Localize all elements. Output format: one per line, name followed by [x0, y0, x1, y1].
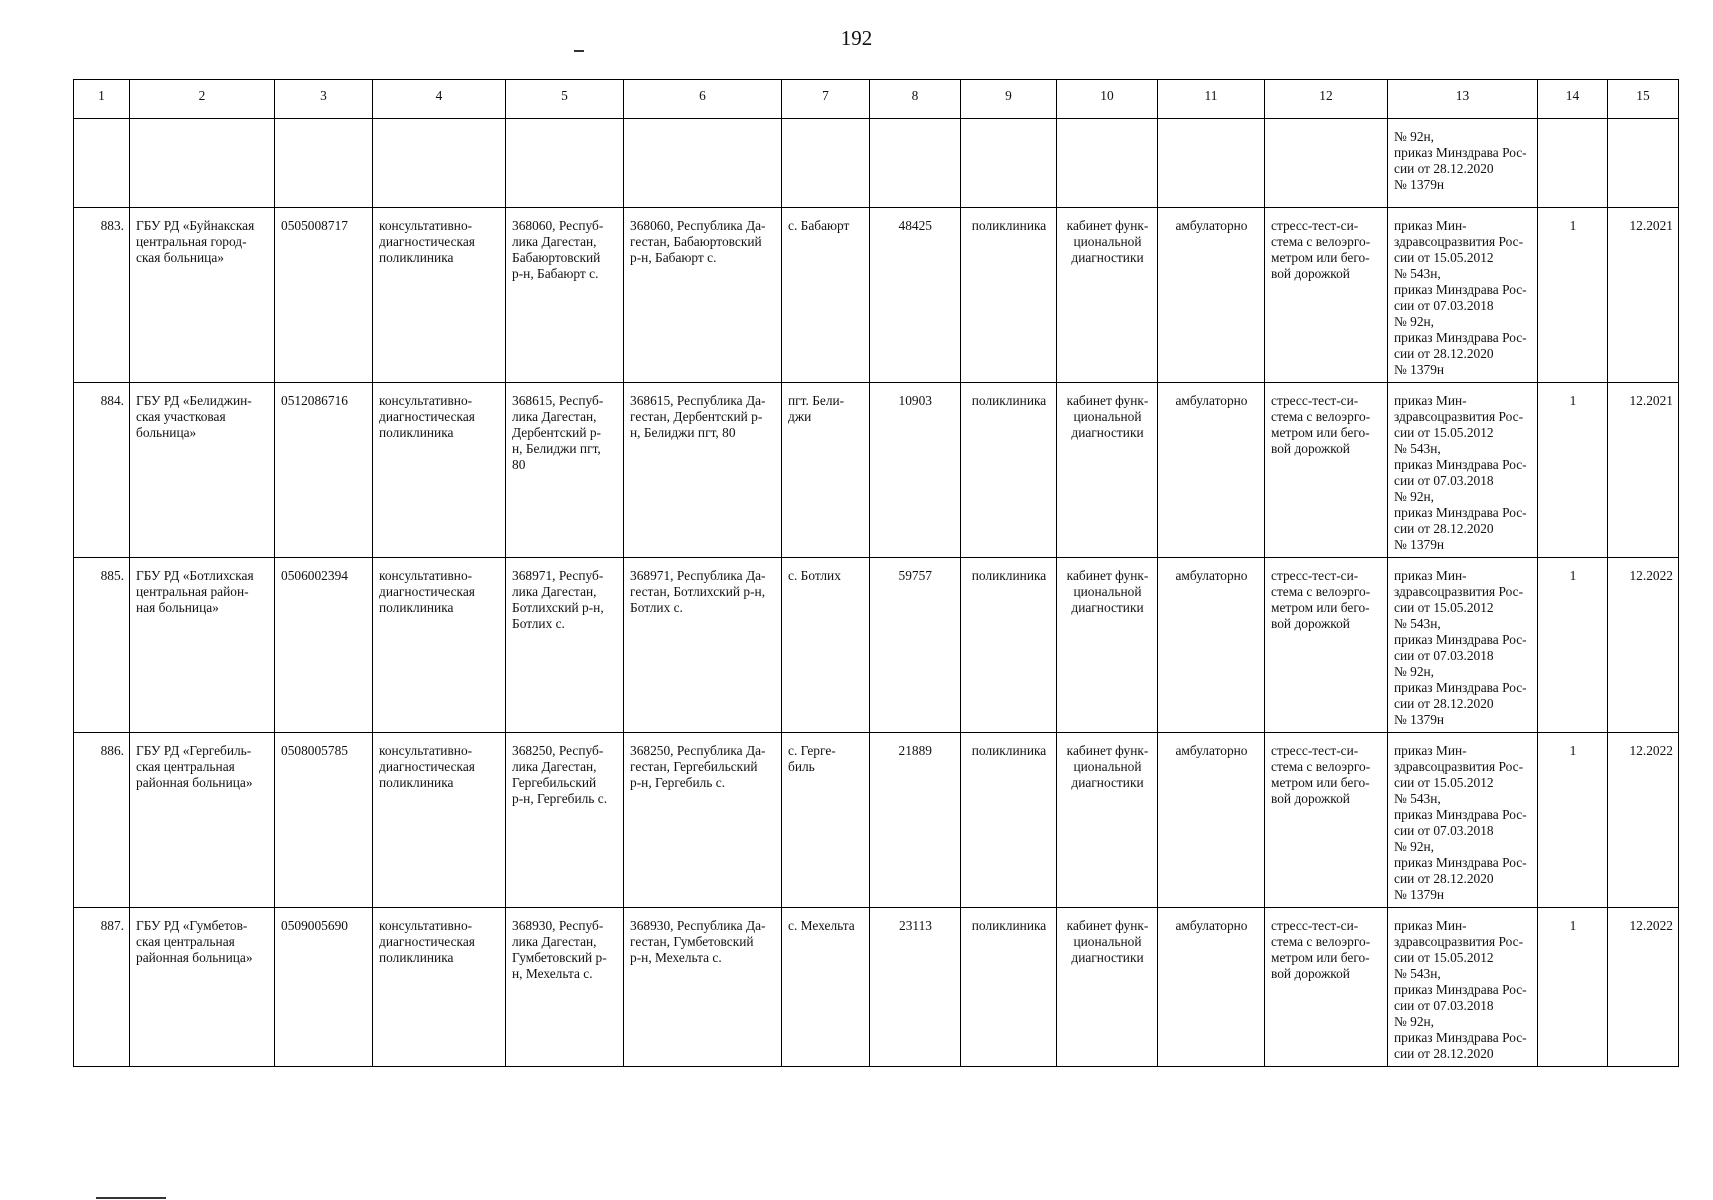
text-line: сии от 07.03.2018 — [1394, 648, 1494, 663]
equipment — [1265, 908, 1388, 1067]
text-line: 368615, Респуб- — [512, 393, 604, 408]
care-mode: амбулаторно — [1158, 733, 1265, 908]
table-row — [74, 208, 1679, 383]
row-number: 885. — [74, 558, 130, 733]
text-line: приказ Минздрава Рос- — [1394, 505, 1527, 520]
text-line: р-н, Мехельта с. — [630, 950, 722, 965]
actual-address — [624, 733, 782, 908]
text-line: метром или бего- — [1271, 775, 1370, 790]
row-number: 884. — [74, 383, 130, 558]
text-line: поликлиника — [379, 775, 454, 790]
page-number: 192 — [840, 26, 873, 50]
text-line: диагностическая — [379, 409, 475, 424]
empty-cell — [506, 119, 624, 208]
text-line: метром или бего- — [1271, 425, 1370, 440]
text-line: циональной — [1073, 759, 1142, 774]
text-line: 368971, Республика Да- — [630, 568, 766, 583]
text-line: диагностическая — [379, 234, 475, 249]
text-line: сии от 07.03.2018 — [1394, 473, 1494, 488]
text-line: приказ Минздрава Рос- — [1394, 1030, 1527, 1045]
actual-address — [624, 558, 782, 733]
text-line: н, Белиджи пгт, 80 — [630, 425, 736, 440]
text-line: н, Белиджи пгт, — [512, 441, 601, 456]
text-line: ГБУ РД «Буйнакская — [136, 218, 255, 233]
text-line: 368250, Республика Да- — [630, 743, 766, 758]
text-line: лика Дагестан, — [512, 234, 597, 249]
text-line: лика Дагестан, — [512, 584, 597, 599]
text-line: метром или бего- — [1271, 950, 1370, 965]
text-line: стресс-тест-си- — [1271, 743, 1359, 758]
text-line: кабинет функ- — [1066, 218, 1149, 233]
text-line: № 543н, — [1394, 441, 1441, 456]
text-line: здравсоцразвития Рос- — [1394, 584, 1524, 599]
scan-mark — [574, 50, 584, 52]
text-line: стема с велоэрго- — [1271, 234, 1371, 249]
locality — [782, 558, 870, 733]
column-header: 9 — [961, 80, 1057, 119]
facility-type: поликлиника — [961, 908, 1057, 1067]
text-line: № 92н, — [1394, 489, 1435, 504]
text-line: консультативно- — [379, 568, 473, 583]
column-header: 5 — [506, 80, 624, 119]
text-line: сии от 28.12.2020 — [1394, 161, 1494, 176]
row-number: 887. — [74, 908, 130, 1067]
legal-basis — [1388, 208, 1538, 383]
text-line: 368250, Респуб- — [512, 743, 604, 758]
empty-cell — [275, 119, 373, 208]
text-line: вой дорожкой — [1271, 966, 1350, 981]
legal-basis — [1388, 383, 1538, 558]
text-line: метром или бего- — [1271, 600, 1370, 615]
text-line: 368930, Республика Да- — [630, 918, 766, 933]
text-line: с. Герге- — [788, 743, 836, 758]
column-header: 6 — [624, 80, 782, 119]
text-line: сии от 07.03.2018 — [1394, 823, 1494, 838]
text-line: центральная город- — [136, 234, 247, 249]
text-line: р-н, Бабаюрт с. — [512, 266, 599, 281]
text-line: вой дорожкой — [1271, 616, 1350, 631]
text-line: ная больница» — [136, 600, 219, 615]
text-line: Ботлих с. — [512, 616, 565, 631]
text-line: гестан, Гергебильский — [630, 759, 758, 774]
text-line: гестан, Гумбетовский — [630, 934, 754, 949]
text-line: кабинет функ- — [1066, 568, 1149, 583]
text-line: № 92н, — [1394, 314, 1435, 329]
text-line: здравсоцразвития Рос- — [1394, 934, 1524, 949]
room-name — [1057, 208, 1158, 383]
quantity: 1 — [1538, 558, 1608, 733]
text-line: Дербентский р- — [512, 425, 601, 440]
unit-kind — [373, 908, 506, 1067]
column-header: 11 — [1158, 80, 1265, 119]
text-line: приказ Минздрава Рос- — [1394, 457, 1527, 472]
text-line: сии от 28.12.2020 — [1394, 696, 1494, 711]
text-line: стема с велоэрго- — [1271, 409, 1371, 424]
text-line: р-н, Гергебиль с. — [630, 775, 726, 790]
organization-name — [130, 383, 275, 558]
text-line: сии от 28.12.2020 — [1394, 346, 1494, 361]
text-line: стресс-тест-си- — [1271, 218, 1359, 233]
text-line: ГБУ РД «Гумбетов- — [136, 918, 248, 933]
text-line: ГБУ РД «Гергебиль- — [136, 743, 252, 758]
column-header: 3 — [275, 80, 373, 119]
room-name — [1057, 558, 1158, 733]
quantity: 1 — [1538, 208, 1608, 383]
empty-cell — [870, 119, 961, 208]
text-line: № 1379н — [1394, 177, 1445, 192]
row-number: 886. — [74, 733, 130, 908]
text-line: № 543н, — [1394, 966, 1441, 981]
locality — [782, 383, 870, 558]
actual-address — [624, 383, 782, 558]
quantity: 1 — [1538, 383, 1608, 558]
text-line: диагностики — [1071, 600, 1144, 615]
empty-cell — [961, 119, 1057, 208]
inn-code: 0508005785 — [275, 733, 373, 908]
text-line: 368060, Республика Да- — [630, 218, 766, 233]
unit-kind — [373, 558, 506, 733]
care-mode: амбулаторно — [1158, 908, 1265, 1067]
legal-address — [506, 733, 624, 908]
population: 59757 — [870, 558, 961, 733]
column-header: 7 — [782, 80, 870, 119]
text-line: ГБУ РД «Ботлихская — [136, 568, 254, 583]
text-line: лика Дагестан, — [512, 409, 597, 424]
text-line: 368971, Респуб- — [512, 568, 604, 583]
text-line: Гумбетовский р- — [512, 950, 607, 965]
column-header: 13 — [1388, 80, 1538, 119]
text-line: приказ Мин- — [1394, 743, 1467, 758]
text-line: здравсоцразвития Рос- — [1394, 409, 1524, 424]
text-line: стресс-тест-си- — [1271, 393, 1359, 408]
text-line: здравсоцразвития Рос- — [1394, 234, 1524, 249]
column-header: 10 — [1057, 80, 1158, 119]
text-line: № 1379н — [1394, 887, 1445, 902]
text-line: № 1379н — [1394, 537, 1445, 552]
legal-address — [506, 908, 624, 1067]
empty-cell — [1265, 119, 1388, 208]
text-line: ская центральная — [136, 759, 235, 774]
text-line: р-н, Бабаюрт с. — [630, 250, 717, 265]
organization-name — [130, 908, 275, 1067]
text-line: сии от 07.03.2018 — [1394, 998, 1494, 1013]
text-line: биль — [788, 759, 815, 774]
text-line: кабинет функ- — [1066, 918, 1149, 933]
text-line: вой дорожкой — [1271, 266, 1350, 281]
text-line: стема с велоэрго- — [1271, 584, 1371, 599]
text-line: сии от 15.05.2012 — [1394, 425, 1494, 440]
scan-mark — [96, 1197, 166, 1199]
text-line: приказ Минздрава Рос- — [1394, 145, 1527, 160]
text-line: диагностики — [1071, 950, 1144, 965]
empty-cell — [782, 119, 870, 208]
text-line: диагностики — [1071, 775, 1144, 790]
text-line: 368930, Респуб- — [512, 918, 604, 933]
inn-code: 0512086716 — [275, 383, 373, 558]
text-line: № 543н, — [1394, 791, 1441, 806]
legal-basis — [1388, 558, 1538, 733]
organization-name — [130, 733, 275, 908]
text-line: ГБУ РД «Белиджин- — [136, 393, 252, 408]
text-line: с. Бабаюрт — [788, 218, 850, 233]
text-line: приказ Мин- — [1394, 393, 1467, 408]
population: 10903 — [870, 383, 961, 558]
column-header: 14 — [1538, 80, 1608, 119]
locality — [782, 733, 870, 908]
text-line: консультативно- — [379, 393, 473, 408]
legal-address — [506, 383, 624, 558]
target-date: 12.2021 — [1608, 208, 1679, 383]
text-line: 368615, Республика Да- — [630, 393, 766, 408]
text-line: № 92н, — [1394, 839, 1435, 854]
text-line: 368060, Респуб- — [512, 218, 604, 233]
text-line: приказ Минздрава Рос- — [1394, 855, 1527, 870]
facility-type: поликлиника — [961, 208, 1057, 383]
empty-cell — [1608, 119, 1679, 208]
text-line: сии от 28.12.2020 — [1394, 1046, 1494, 1061]
text-line: № 543н, — [1394, 266, 1441, 281]
equipment — [1265, 383, 1388, 558]
text-line: циональной — [1073, 584, 1142, 599]
text-line: № 543н, — [1394, 616, 1441, 631]
text-line: ская больница» — [136, 250, 224, 265]
inn-code: 0506002394 — [275, 558, 373, 733]
text-line: Ботлихский р-н, — [512, 600, 604, 615]
text-line: стресс-тест-си- — [1271, 568, 1359, 583]
text-line: приказ Минздрава Рос- — [1394, 282, 1527, 297]
room-name — [1057, 383, 1158, 558]
text-line: сии от 15.05.2012 — [1394, 950, 1494, 965]
text-line: пгт. Бели- — [788, 393, 845, 408]
locality — [782, 908, 870, 1067]
text-line: консультативно- — [379, 918, 473, 933]
empty-cell — [373, 119, 506, 208]
text-line: с. Ботлих — [788, 568, 841, 583]
text-line: поликлиника — [379, 600, 454, 615]
care-mode: амбулаторно — [1158, 208, 1265, 383]
target-date: 12.2021 — [1608, 383, 1679, 558]
text-line: гестан, Дербентский р- — [630, 409, 763, 424]
table-row — [74, 383, 1679, 558]
text-line: лика Дагестан, — [512, 759, 597, 774]
target-date: 12.2022 — [1608, 908, 1679, 1067]
row-number: 883. — [74, 208, 130, 383]
text-line: приказ Минздрава Рос- — [1394, 680, 1527, 695]
facility-type: поликлиника — [961, 558, 1057, 733]
text-line: с. Мехельта — [788, 918, 855, 933]
text-line: ская центральная — [136, 934, 235, 949]
unit-kind — [373, 208, 506, 383]
legal-address — [506, 558, 624, 733]
text-line: приказ Минздрава Рос- — [1394, 982, 1527, 997]
text-line: диагностическая — [379, 584, 475, 599]
actual-address — [624, 908, 782, 1067]
column-header: 12 — [1265, 80, 1388, 119]
text-line: Ботлих с. — [630, 600, 683, 615]
column-header: 8 — [870, 80, 961, 119]
target-date: 12.2022 — [1608, 733, 1679, 908]
legal-basis — [1388, 733, 1538, 908]
text-line: гестан, Бабаюртовский — [630, 234, 762, 249]
empty-cell — [1057, 119, 1158, 208]
text-line: приказ Минздрава Рос- — [1394, 330, 1527, 345]
unit-kind — [373, 733, 506, 908]
continuation-legal-basis — [1388, 119, 1538, 208]
text-line: консультативно- — [379, 743, 473, 758]
actual-address — [624, 208, 782, 383]
text-line: циональной — [1073, 234, 1142, 249]
text-line: сии от 15.05.2012 — [1394, 775, 1494, 790]
column-number-row — [74, 80, 1679, 119]
text-line: поликлиника — [379, 950, 454, 965]
empty-cell — [624, 119, 782, 208]
text-line: лика Дагестан, — [512, 934, 597, 949]
text-line: № 92н, — [1394, 1014, 1435, 1029]
population: 48425 — [870, 208, 961, 383]
text-line: № 92н, — [1394, 664, 1435, 679]
continuation-row — [74, 119, 1679, 208]
quantity: 1 — [1538, 908, 1608, 1067]
equipment — [1265, 733, 1388, 908]
text-line: диагностики — [1071, 425, 1144, 440]
text-line: р-н, Гергебиль с. — [512, 791, 608, 806]
text-line: приказ Минздрава Рос- — [1394, 807, 1527, 822]
empty-cell — [74, 119, 130, 208]
text-line: Бабаюртовский — [512, 250, 601, 265]
text-line: стресс-тест-си- — [1271, 918, 1359, 933]
table-row — [74, 558, 1679, 733]
facility-type: поликлиника — [961, 383, 1057, 558]
text-line: № 1379н — [1394, 362, 1445, 377]
text-line: стема с велоэрго- — [1271, 934, 1371, 949]
text-line: циональной — [1073, 409, 1142, 424]
text-line: приказ Мин- — [1394, 568, 1467, 583]
organization-name — [130, 208, 275, 383]
legal-address — [506, 208, 624, 383]
text-line: № 1379н — [1394, 712, 1445, 727]
equipment — [1265, 208, 1388, 383]
column-header: 2 — [130, 80, 275, 119]
legal-basis — [1388, 908, 1538, 1067]
text-line: районная больница» — [136, 775, 253, 790]
population: 21889 — [870, 733, 961, 908]
text-line: № 92н, — [1394, 129, 1435, 144]
text-line: приказ Минздрава Рос- — [1394, 632, 1527, 647]
text-line: диагностическая — [379, 934, 475, 949]
text-line: сии от 15.05.2012 — [1394, 250, 1494, 265]
text-line: сии от 07.03.2018 — [1394, 298, 1494, 313]
unit-kind — [373, 383, 506, 558]
text-line: сии от 15.05.2012 — [1394, 600, 1494, 615]
text-line: здравсоцразвития Рос- — [1394, 759, 1524, 774]
target-date: 12.2022 — [1608, 558, 1679, 733]
text-line: кабинет функ- — [1066, 393, 1149, 408]
column-header: 1 — [74, 80, 130, 119]
text-line: метром или бего- — [1271, 250, 1370, 265]
empty-cell — [1538, 119, 1608, 208]
text-line: диагностическая — [379, 759, 475, 774]
text-line: районная больница» — [136, 950, 253, 965]
text-line: поликлиника — [379, 250, 454, 265]
column-header: 15 — [1608, 80, 1679, 119]
empty-cell — [130, 119, 275, 208]
text-line: джи — [788, 409, 812, 424]
text-line: кабинет функ- — [1066, 743, 1149, 758]
room-name — [1057, 908, 1158, 1067]
equipment — [1265, 558, 1388, 733]
population: 23113 — [870, 908, 961, 1067]
inn-code: 0509005690 — [275, 908, 373, 1067]
organization-name — [130, 558, 275, 733]
text-line: ская участковая — [136, 409, 226, 424]
facility-type: поликлиника — [961, 733, 1057, 908]
text-line: сии от 28.12.2020 — [1394, 521, 1494, 536]
text-line: 80 — [512, 457, 526, 472]
text-line: стема с велоэрго- — [1271, 759, 1371, 774]
text-line: вой дорожкой — [1271, 441, 1350, 456]
registry-table — [73, 79, 1679, 1067]
room-name — [1057, 733, 1158, 908]
text-line: гестан, Ботлихский р-н, — [630, 584, 766, 599]
text-line: приказ Мин- — [1394, 218, 1467, 233]
text-line: приказ Мин- — [1394, 918, 1467, 933]
table-row — [74, 908, 1679, 1067]
text-line: центральная район- — [136, 584, 249, 599]
text-line: сии от 28.12.2020 — [1394, 871, 1494, 886]
text-line: вой дорожкой — [1271, 791, 1350, 806]
inn-code: 0505008717 — [275, 208, 373, 383]
text-line: н, Мехельта с. — [512, 966, 593, 981]
text-line: консультативно- — [379, 218, 473, 233]
table-row — [74, 733, 1679, 908]
care-mode: амбулаторно — [1158, 383, 1265, 558]
quantity: 1 — [1538, 733, 1608, 908]
text-line: диагностики — [1071, 250, 1144, 265]
empty-cell — [1158, 119, 1265, 208]
column-header: 4 — [373, 80, 506, 119]
text-line: циональной — [1073, 934, 1142, 949]
text-line: Гергебильский — [512, 775, 597, 790]
locality — [782, 208, 870, 383]
text-line: больница» — [136, 425, 197, 440]
care-mode: амбулаторно — [1158, 558, 1265, 733]
text-line: поликлиника — [379, 425, 454, 440]
